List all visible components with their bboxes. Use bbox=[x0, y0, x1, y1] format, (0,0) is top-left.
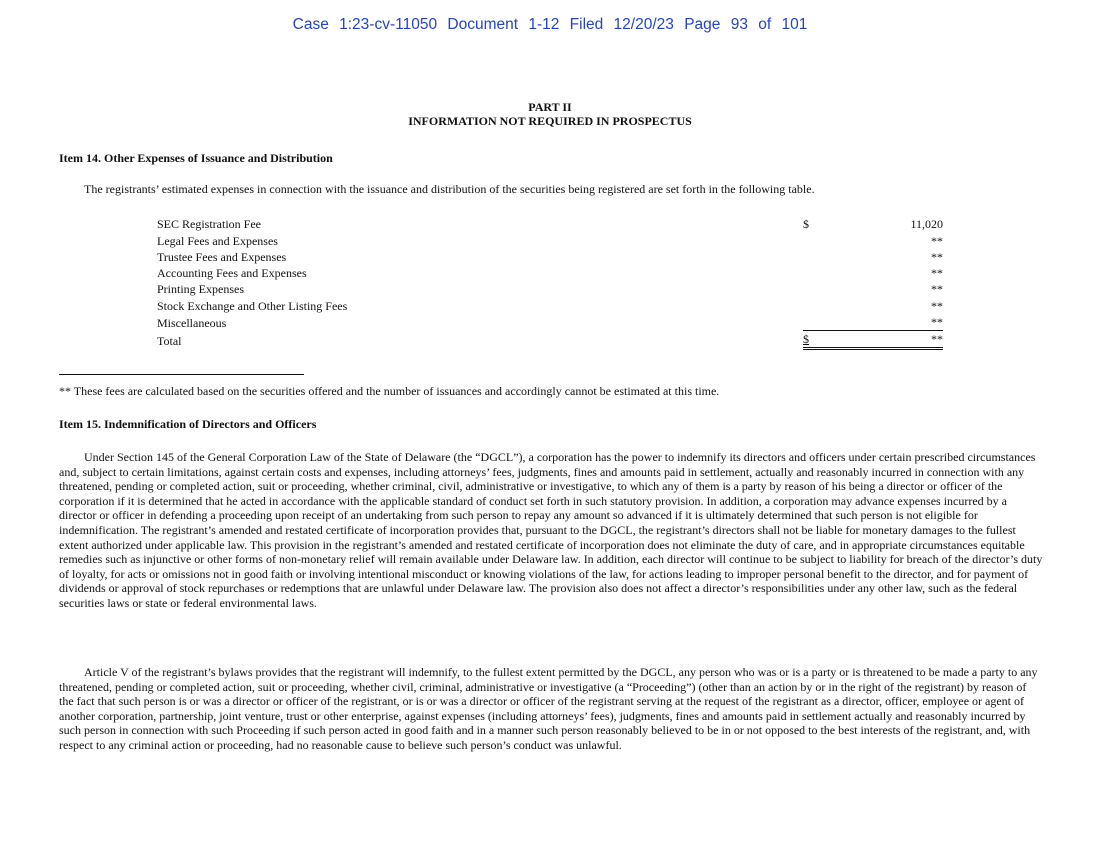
row-label: SEC Registration Fee bbox=[157, 217, 261, 232]
row-label: Printing Expenses bbox=[157, 282, 244, 297]
row-currency bbox=[803, 265, 831, 281]
row-value: ** bbox=[931, 315, 943, 330]
row-currency bbox=[803, 297, 831, 313]
table-row bbox=[157, 232, 943, 248]
row-currency bbox=[803, 281, 831, 297]
row-label: Total bbox=[157, 333, 182, 348]
row-value: ** bbox=[831, 331, 943, 349]
footnote-divider bbox=[59, 374, 304, 375]
row-value: 11,020 bbox=[910, 217, 943, 232]
row-label: Miscellaneous bbox=[157, 315, 227, 330]
row-value: ** bbox=[931, 249, 943, 264]
part-heading bbox=[0, 100, 1100, 128]
row-label: Trustee Fees and Expenses bbox=[157, 249, 287, 264]
table-row bbox=[157, 297, 943, 313]
item-15-paragraph-1: Under Section 145 of the General Corporation Law of the State of Delaware (the “DGCL”), a corporation has the power to indemnify its directors and officers under certain prescribed circumstances and, subject to certain limitations, against certain costs and expenses, including attorneys’ fees, judgments, fines and amounts paid in settlement, actually and reasonably incurred in connection with any threatened, pending or completed action, suit or proceeding, whether criminal, civil, administrative or investigative, to which any of them is a party by reason of his being a director or officer of the corporation if it is determined that he acted in accordance with the applicable standard of conduct set forth in such statutory provision. In addition, a corporation may advance expenses incurred by a director or officer in defending a proceeding upon receipt of an undertaking from such person to repay any amount so advanced if it is ultimately determined that such person is not eligible for indemnification. The registrant’s amended and restated certificate of incorporation provides that, pursuant to the DGCL, the registrant’s directors shall not be liable for monetary damages to the fullest extent authorized under applicable law. This provision in the registrant’s amended and restated certificate of incorporation does not eliminate the duty of care, and in appropriate circumstances equitable remedies such as injunctive or other forms of non-monetary relief will remain available under Delaware law. In addition, each director will continue to be subject to liability for breach of the director’s duty of loyalty, for acts or omissions not in good faith or involving intentional misconduct or knowing violations of the law, for actions leading to improper personal benefit to the director, and for payment of dividends or approval of stock repurchases or redemptions that are unlawful under Delaware law. The provision also does not affect a director’s responsibilities under any other law, such as the federal securities laws or state or federal environmental laws. bbox=[59, 450, 1043, 610]
table-row bbox=[157, 265, 943, 281]
row-currency: $ bbox=[803, 331, 831, 349]
item-15-paragraph-2: Article V of the registrant’s bylaws provides that the registrant will indemnify, to the fullest extent permitted by the DGCL, any person who was or is a party or is threatened to be made a party to any threatened, pending or completed action, suit or proceeding, whether civil, criminal, administrative or investigative (a “Proceeding”) (other than an action by or in the right of the registrant) by reason of the fact that such person is or was a director or officer of the registrant, or is or was a director or officer of the registrant serving at the request of the registrant as a director, officer, employee or agent of another corporation, partnership, joint venture, trust or other enterprise, against expenses (including attorneys’ fees), judgments, fines and amounts paid in settlement actually and reasonably incurred by such person in connection with such Proceeding if such person acted in good faith and in a manner such person reasonably believed to be in or not opposed to the best interests of the registrant, and, with respect to any criminal action or proceeding, had no reasonable cause to believe such person’s conduct was unlawful. bbox=[59, 665, 1038, 752]
table-row bbox=[157, 216, 943, 232]
item-14-heading: Item 14. Other Expenses of Issuance and Distribution bbox=[59, 151, 333, 165]
item-15-heading: Item 15. Indemnification of Directors and Officers bbox=[59, 417, 317, 431]
footnote: ** These fees are calculated based on the securities offered and the number of issuances and accordingly cannot be estimated at this time. bbox=[59, 384, 720, 398]
table-row bbox=[157, 314, 943, 331]
row-label: Accounting Fees and Expenses bbox=[157, 266, 307, 281]
table-row bbox=[157, 249, 943, 265]
row-label: Stock Exchange and Other Listing Fees bbox=[157, 298, 348, 313]
row-value: ** bbox=[931, 266, 943, 281]
item-14-intro: The registrants’ estimated expenses in connection with the issuance and distribution of the securities being registered are set forth in the following table. bbox=[84, 182, 815, 196]
row-currency bbox=[803, 314, 831, 331]
part-subtitle: INFORMATION NOT REQUIRED IN PROSPECTUS bbox=[408, 114, 692, 128]
table-total-row bbox=[157, 331, 943, 349]
expenses-table bbox=[157, 216, 943, 350]
case-header: Case 1:23-cv-11050 Document 1-12 Filed 12/20/23 Page 93 of 101 bbox=[292, 16, 808, 33]
table-row bbox=[157, 281, 943, 297]
row-value: ** bbox=[931, 298, 943, 313]
row-value: ** bbox=[931, 282, 943, 297]
row-currency bbox=[803, 249, 831, 265]
row-label: Legal Fees and Expenses bbox=[157, 233, 278, 248]
row-currency bbox=[803, 232, 831, 248]
row-value: ** bbox=[931, 233, 943, 248]
part-title: PART II bbox=[528, 100, 572, 114]
row-currency: $ bbox=[803, 217, 809, 232]
